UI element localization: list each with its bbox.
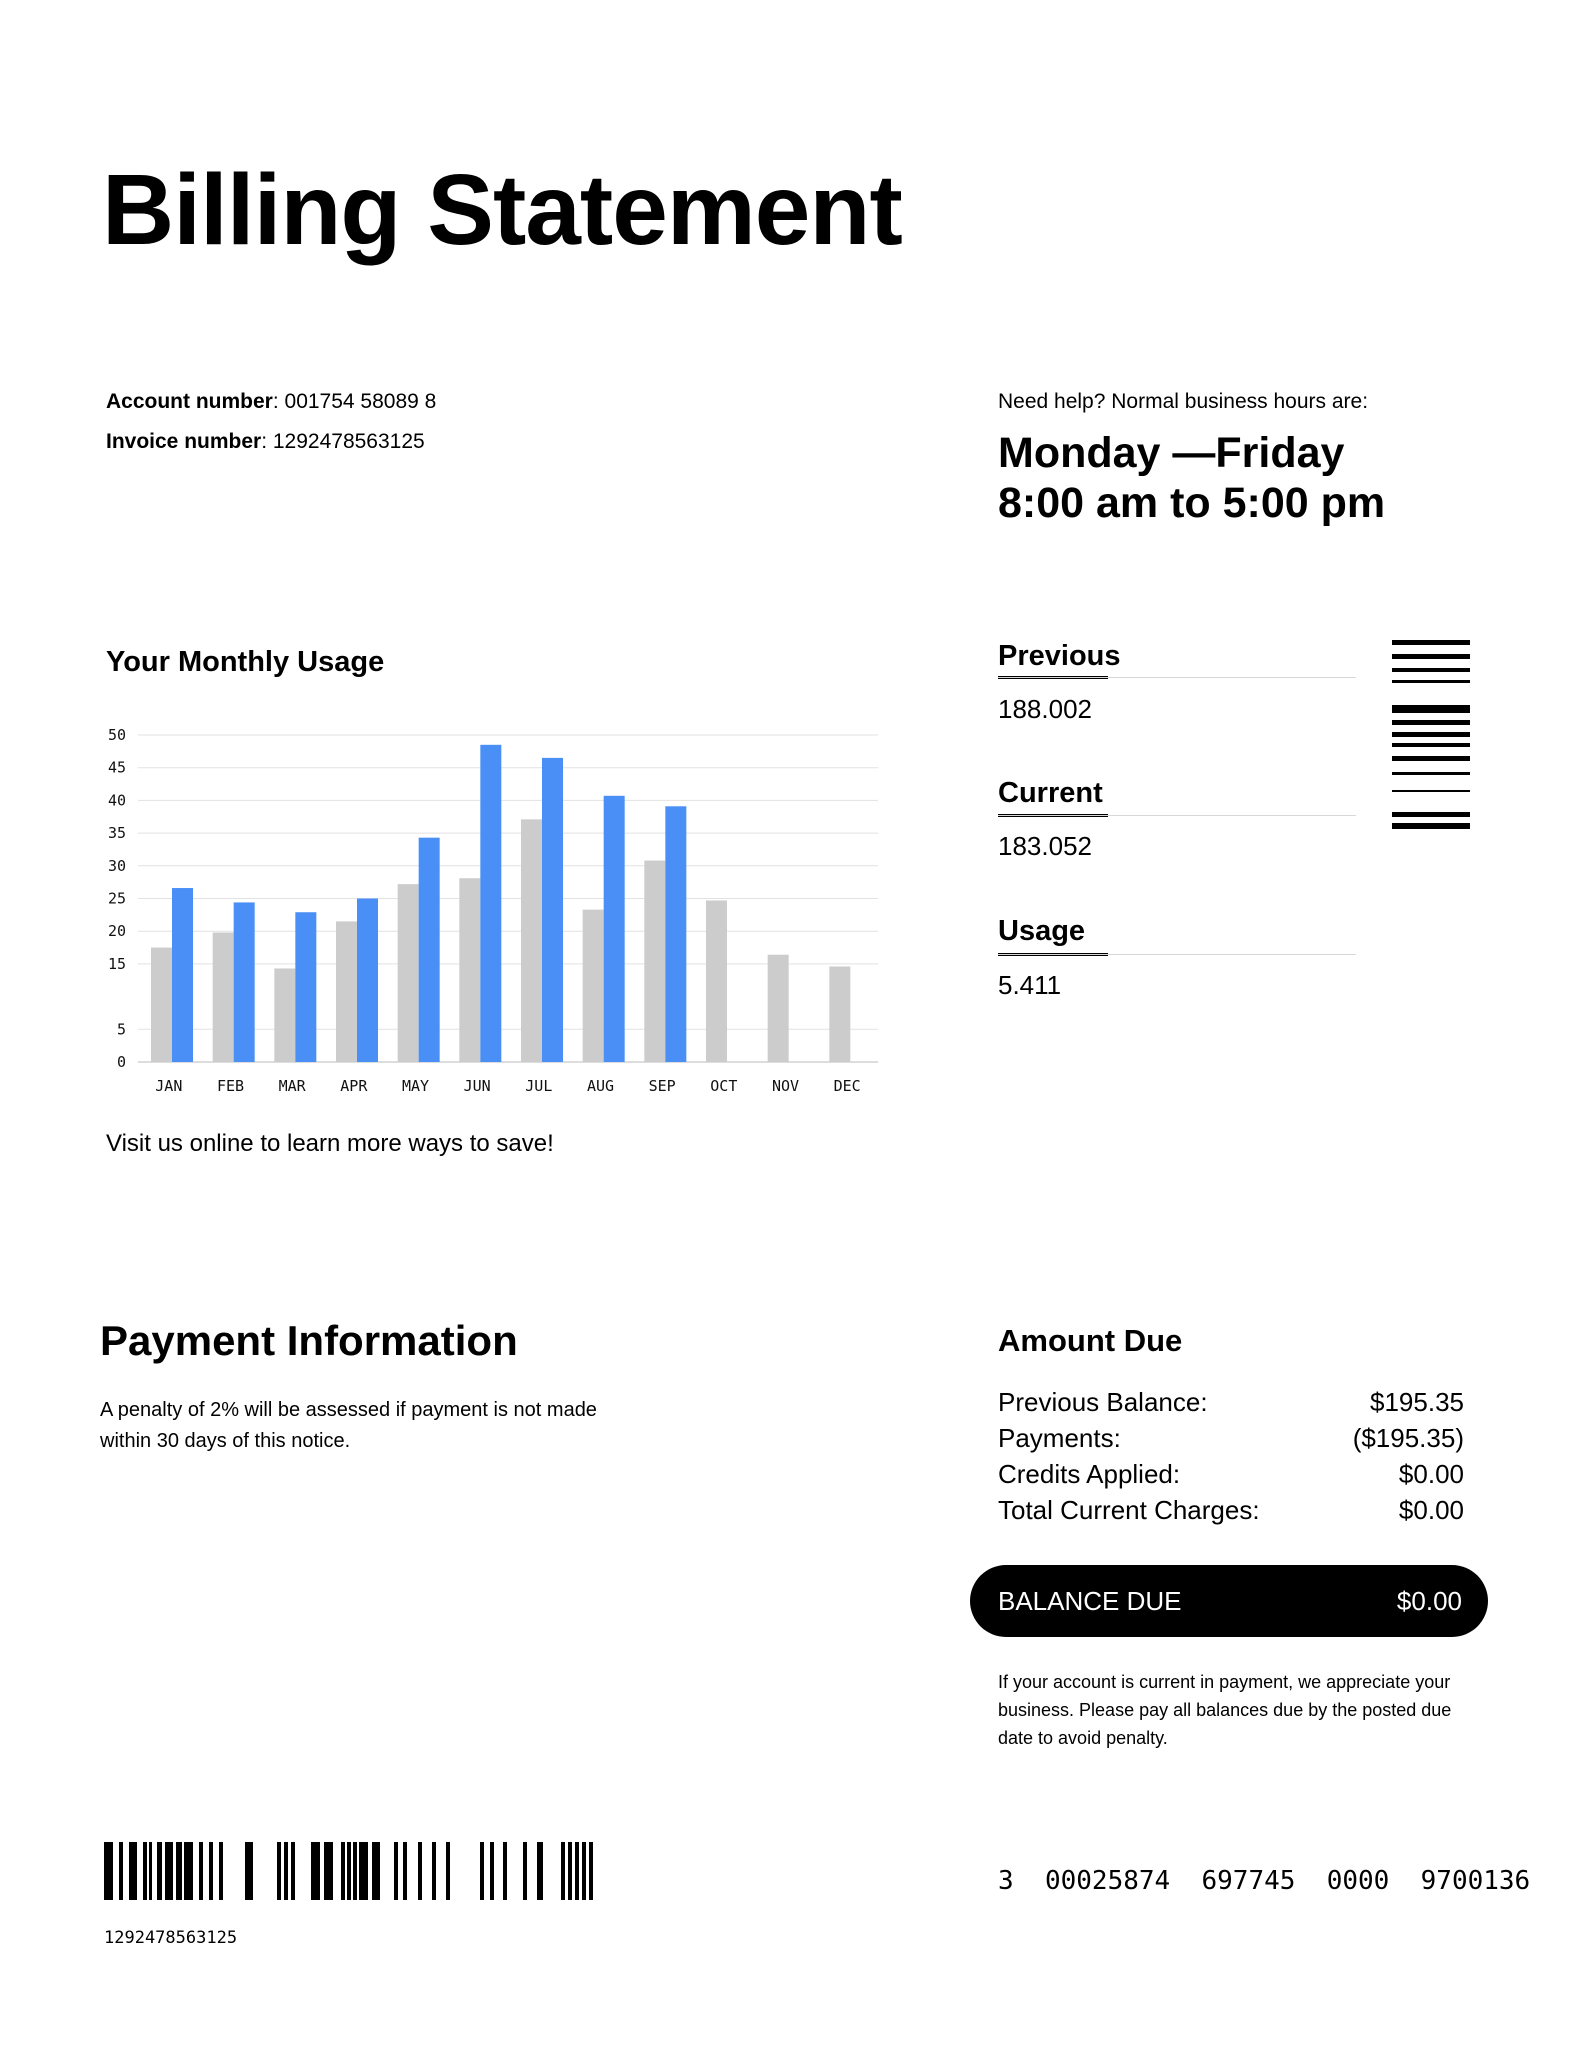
barcode-bar <box>403 1842 407 1900</box>
barcode-bar <box>480 1842 484 1900</box>
chart-bar-blue <box>542 758 563 1062</box>
invoice-number <box>106 430 425 454</box>
amount-due-heading: Amount Due <box>998 1323 1183 1358</box>
chart-x-tick-label: SEP <box>648 1077 676 1095</box>
visit-online-text: Visit us online to learn more ways to save! <box>106 1130 554 1157</box>
barcode-bar <box>575 1842 579 1900</box>
chart-y-tick-label: 5 <box>116 1020 126 1039</box>
chart-y-tick-label: 50 <box>107 726 126 744</box>
barcode-bar <box>104 1842 108 1900</box>
chart-bar-gray <box>644 861 665 1062</box>
barcode-bar <box>446 1842 450 1900</box>
chart-y-tick-label: 30 <box>107 856 126 875</box>
due-row-value: $195.35 <box>1370 1387 1464 1417</box>
chart-y-tick-label: 40 <box>107 791 126 810</box>
barcode-bar <box>341 1842 345 1900</box>
chart-bar-blue <box>357 899 378 1063</box>
barcode-bar <box>199 1842 203 1900</box>
chart-x-tick-label: JUL <box>525 1077 553 1095</box>
chart-y-tick-label: 20 <box>107 922 126 941</box>
due-row-value: $0.00 <box>1398 1459 1464 1489</box>
chart-x-tick-label: DEC <box>833 1077 861 1095</box>
barcode-bar <box>523 1842 527 1900</box>
barcode-bar <box>394 1842 398 1900</box>
usage-divider <box>998 954 1356 955</box>
chart-bar-gray <box>213 933 234 1062</box>
barcode-bar <box>418 1842 422 1900</box>
account-number-value: : 001754 58089 8 <box>272 390 437 413</box>
chart-y-tick-label: 0 <box>116 1053 126 1071</box>
barcode-bar <box>324 1842 333 1900</box>
barcode-bar <box>129 1842 137 1900</box>
scan-line-number: 3 00025874 697745 0000 9700136 <box>998 1866 1531 1896</box>
barcode-bar <box>359 1842 368 1900</box>
barcode-bar <box>108 1842 113 1900</box>
invoice-barcode-icon <box>104 1842 864 1900</box>
barcode-bar <box>149 1842 152 1900</box>
due-row-label: Payments: <box>998 1423 1121 1453</box>
current-divider <box>998 815 1356 816</box>
barcode-bar <box>209 1842 213 1900</box>
chart-y-tick-label: 35 <box>107 824 126 843</box>
barcode-bar <box>490 1842 494 1900</box>
chart-bar-gray <box>336 921 357 1062</box>
chart-y-tick-label: 25 <box>107 889 126 908</box>
due-row-value: $0.00 <box>1398 1495 1464 1525</box>
monthly-usage-chart <box>96 720 886 1100</box>
usage-heading: Your Monthly Usage <box>106 646 385 678</box>
chart-x-tick-label: NOV <box>771 1077 800 1095</box>
side-barcode-icon <box>1392 640 1470 830</box>
barcode-bar <box>582 1842 586 1900</box>
barcode-bar <box>245 1842 253 1900</box>
barcode-bar <box>347 1842 351 1900</box>
chart-bar-blue <box>480 745 501 1062</box>
chart-y-tick-label: 15 <box>107 954 126 973</box>
page-title: Billing Statement <box>102 154 902 266</box>
barcode-bar <box>277 1842 281 1900</box>
balance-due-label: BALANCE DUE <box>998 1585 1182 1616</box>
chart-y-tick-label: 45 <box>107 758 126 777</box>
invoice-number-value: : 1292478563125 <box>261 430 425 453</box>
chart-x-tick-label: FEB <box>216 1077 245 1095</box>
chart-bar-blue <box>604 796 625 1062</box>
current-reading-value: 183.052 <box>998 831 1092 861</box>
barcode-bar <box>119 1842 123 1900</box>
previous-reading-value: 188.002 <box>998 694 1092 724</box>
barcode-bar <box>284 1842 288 1900</box>
barcode-bar <box>503 1842 507 1900</box>
invoice-number-label: Invoice number <box>106 430 262 453</box>
chart-bar-gray <box>151 948 172 1062</box>
current-reading-label: Current <box>998 777 1103 809</box>
chart-x-tick-label: JUN <box>463 1077 491 1095</box>
barcode-number: 1292478563125 <box>104 1928 238 1948</box>
barcode-bar <box>568 1842 572 1900</box>
barcode-bar <box>353 1842 357 1900</box>
due-row-previous-balance <box>998 1387 1464 1418</box>
previous-divider <box>998 677 1356 678</box>
business-days: Monday —Friday <box>998 429 1345 477</box>
usage-label: Usage <box>998 915 1086 947</box>
barcode-bar <box>157 1842 162 1900</box>
chart-bar-blue <box>419 838 440 1062</box>
due-row-label: Credits Applied: <box>998 1459 1181 1489</box>
chart-x-tick-label: APR <box>340 1077 368 1095</box>
chart-x-tick-label: JAN <box>155 1077 183 1095</box>
chart-bar-blue <box>665 806 686 1062</box>
barcode-bar <box>184 1842 193 1900</box>
chart-x-tick-label: AUG <box>586 1077 615 1095</box>
barcode-bar <box>219 1842 223 1900</box>
chart-bar-blue <box>172 888 193 1062</box>
balance-due-pill <box>970 1565 1488 1637</box>
account-number <box>106 390 436 414</box>
due-row-label: Previous Balance: <box>998 1387 1208 1417</box>
help-text: Need help? Normal business hours are: <box>998 390 1369 413</box>
previous-reading-label: Previous <box>998 640 1121 672</box>
barcode-bar <box>176 1842 182 1900</box>
chart-bar-blue <box>295 912 316 1062</box>
barcode-bar <box>537 1842 543 1900</box>
barcode-bar <box>165 1842 173 1900</box>
due-row-value: ($195.35) <box>1352 1423 1464 1453</box>
due-row-credits-applied <box>998 1459 1464 1490</box>
due-row-payments <box>998 1423 1464 1454</box>
business-hours: 8:00 am to 5:00 pm <box>998 479 1386 527</box>
chart-bar-gray <box>459 878 480 1062</box>
chart-bar-gray <box>706 900 727 1062</box>
chart-x-tick-label: MAY <box>401 1077 430 1095</box>
account-number-label: Account number <box>106 390 273 413</box>
chart-bar-gray <box>829 967 850 1062</box>
chart-bar-gray <box>398 884 419 1062</box>
barcode-bar <box>143 1842 147 1900</box>
due-row-total-current-charges <box>998 1495 1464 1526</box>
chart-bar-gray <box>274 968 295 1062</box>
chart-x-tick-label: MAR <box>278 1077 306 1095</box>
payment-info-heading: Payment Information <box>100 1317 518 1364</box>
barcode-bar <box>291 1842 295 1900</box>
chart-bar-gray <box>521 819 542 1062</box>
barcode-bar <box>311 1842 320 1900</box>
due-row-label: Total Current Charges: <box>998 1495 1260 1525</box>
chart-x-tick-label: OCT <box>710 1077 738 1095</box>
barcode-bar <box>432 1842 436 1900</box>
barcode-bar <box>372 1842 380 1900</box>
barcode-bar <box>589 1842 593 1900</box>
chart-bar-gray <box>768 955 789 1062</box>
chart-bar-gray <box>583 910 604 1062</box>
payment-note: If your account is current in payment, we appreciate your business. Please pay all balances due by the posted due date to avoid penalty. <box>998 1672 1452 1748</box>
chart-bar-blue <box>234 902 255 1062</box>
penalty-notice: A penalty of 2% will be assessed if payment is not made within 30 days of this notice. <box>100 1399 597 1452</box>
usage-value: 5.411 <box>998 970 1062 1000</box>
barcode-bar <box>561 1842 565 1900</box>
balance-due-value: $0.00 <box>1396 1585 1462 1616</box>
